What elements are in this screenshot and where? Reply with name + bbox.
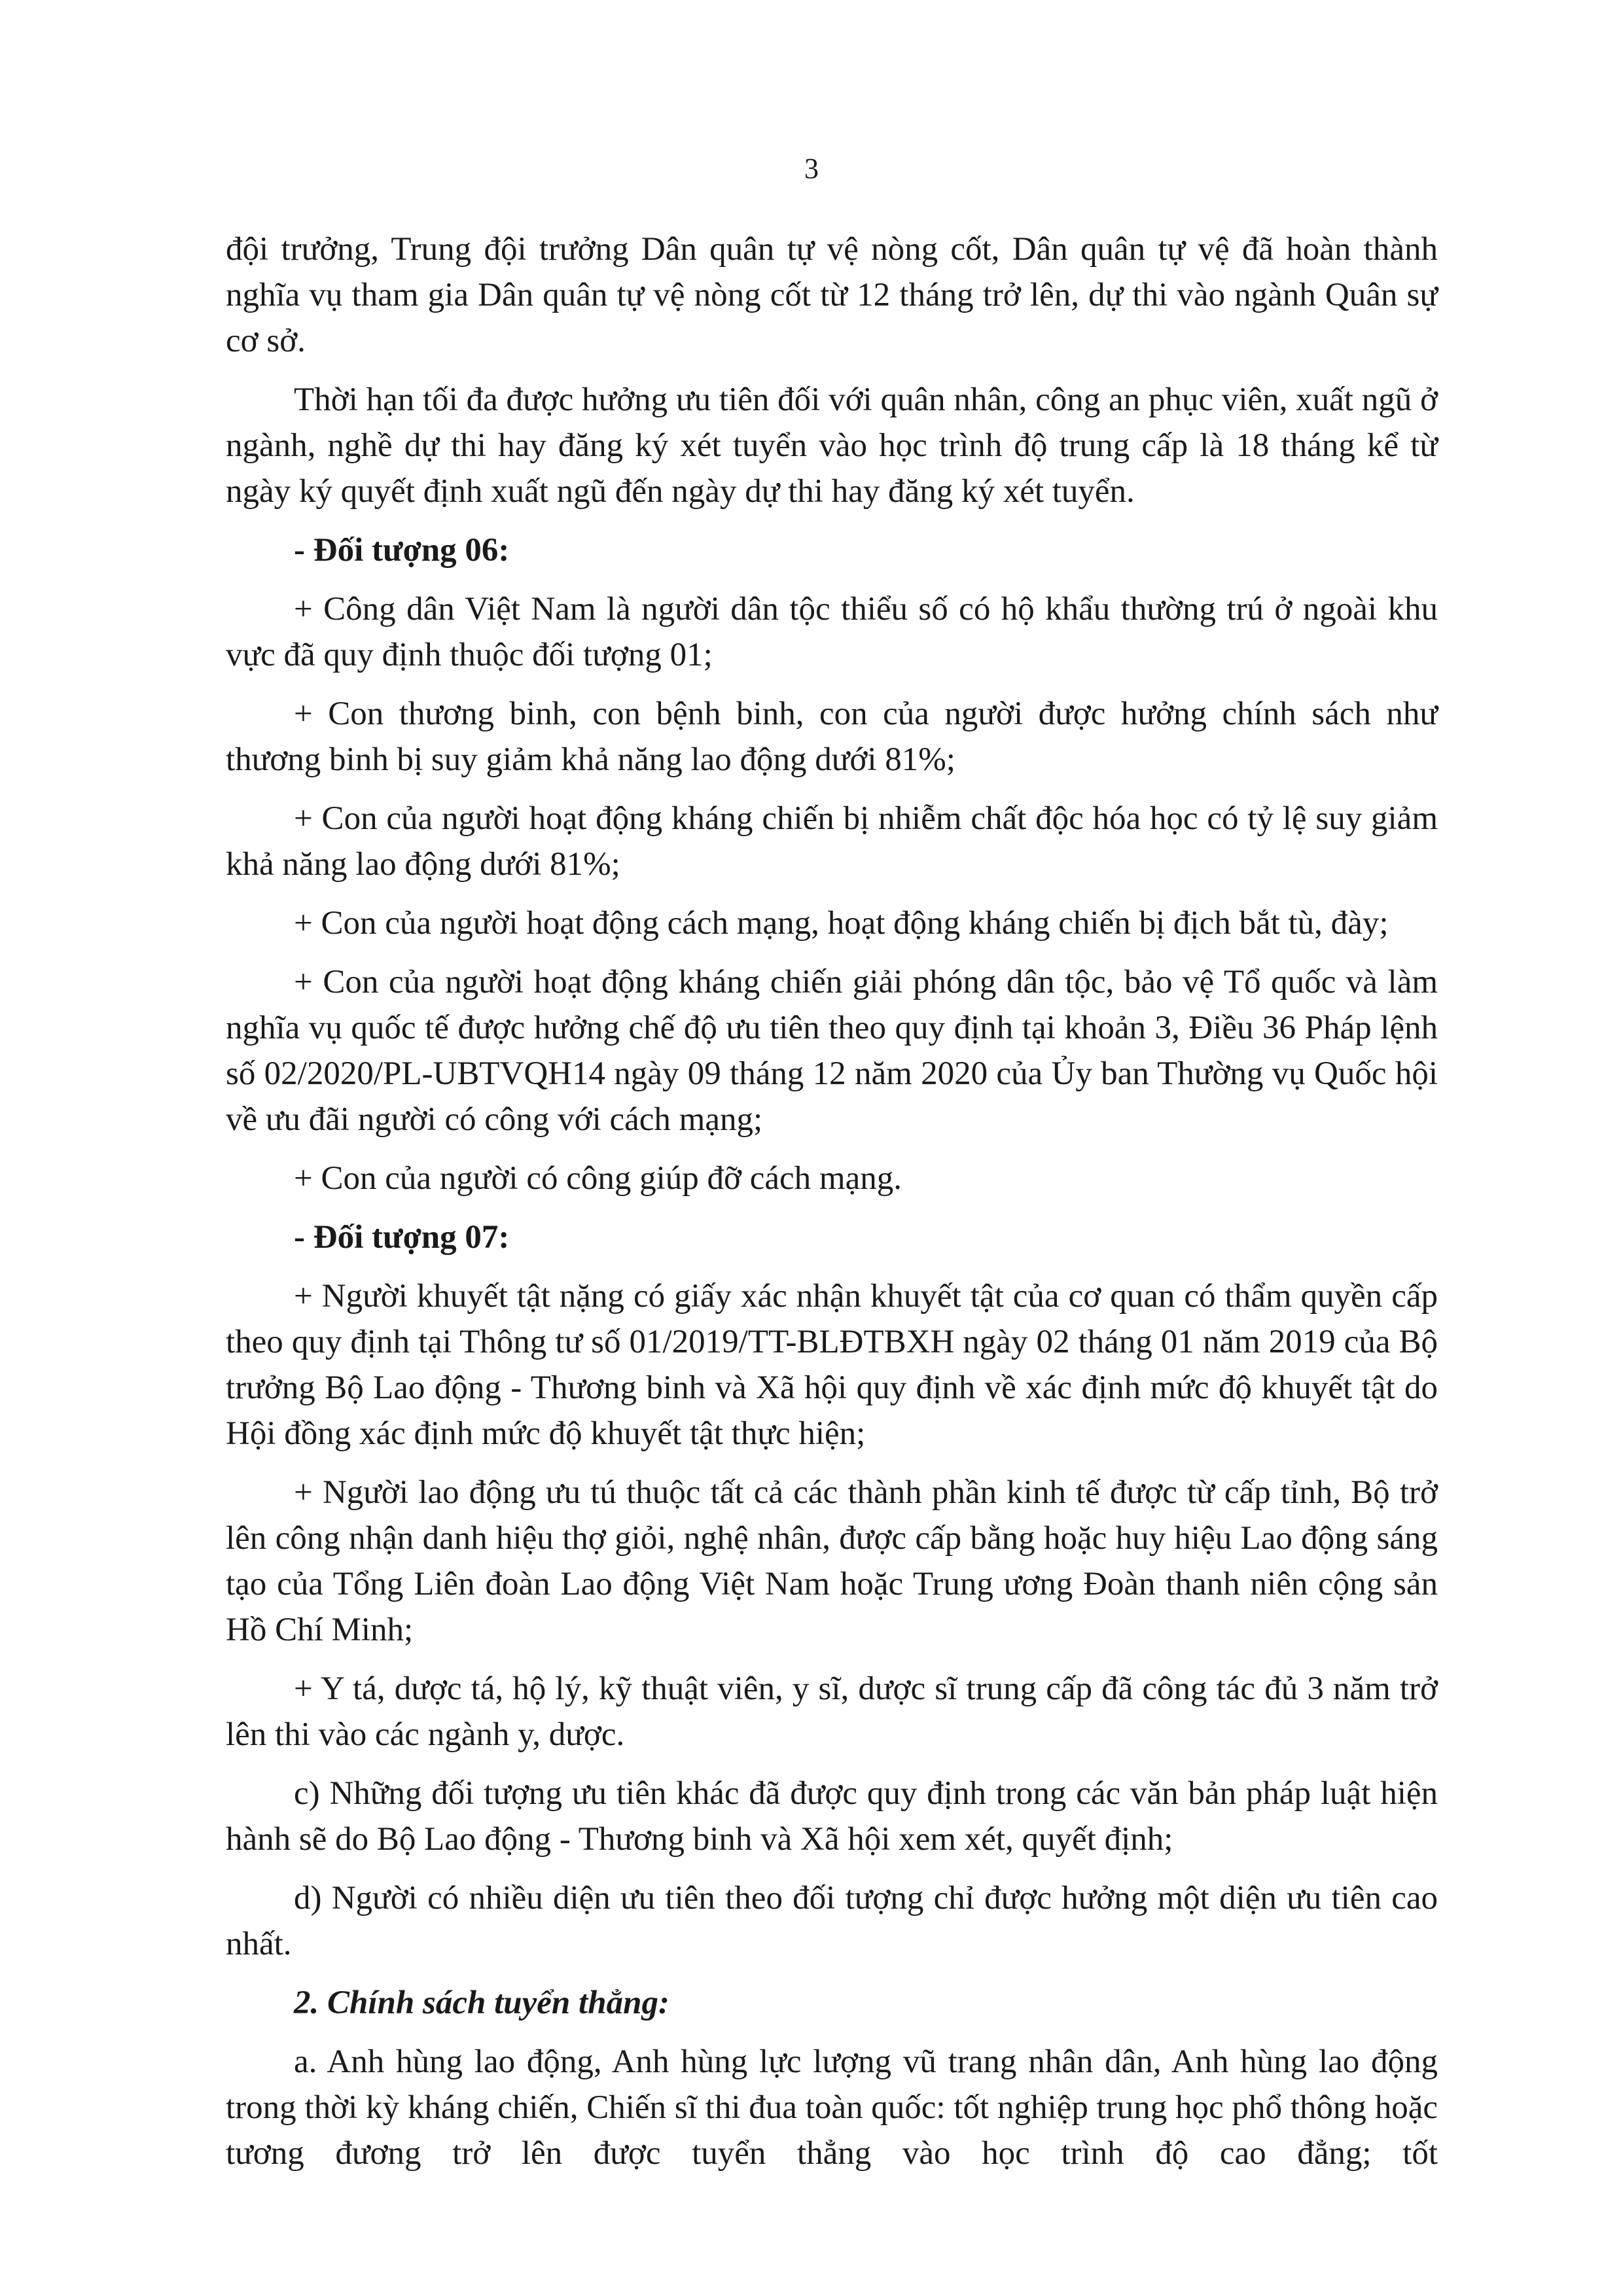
body-paragraph: + Y tá, dược tá, hộ lý, kỹ thuật viên, y sĩ, dược sĩ trung cấp đã công tác đủ 3 năm trở lên thi vào các ngành y, dược. xyxy=(226,1670,1438,1753)
body-paragraph: + Công dân Việt Nam là người dân tộc thiểu số có hộ khẩu thường trú ở ngoài khu vực đã quy định thuộc đối tượng 01; xyxy=(226,591,1438,673)
section-heading: - Đối tượng 07: xyxy=(294,1219,510,1256)
body-paragraph: c) Những đối tượng ưu tiên khác đã được quy định trong các văn bản pháp luật hiện hành sẽ do Bộ Lao động - Thương binh và Xã hội xem xét, quyết định; xyxy=(226,1775,1438,1858)
body-paragraph: + Người lao động ưu tú thuộc tất cả các thành phần kinh tế được từ cấp tỉnh, Bộ trở lên công nhận danh hiệu thợ giỏi, nghệ nhân, được cấp bằng hoặc huy hiệu Lao động sáng tạo của Tổng Liên đoàn Lao động Việt Nam hoặc Trung ương Đoàn thanh niên cộng sản Hồ Chí Minh; xyxy=(226,1474,1438,1648)
section-heading: - Đối tượng 06: xyxy=(294,532,510,569)
body-paragraph: + Con của người hoạt động cách mạng, hoạt động kháng chiến bị địch bắt tù, đày; xyxy=(294,905,1389,942)
body-paragraph: Thời hạn tối đa được hưởng ưu tiên đối với quân nhân, công an phục viên, xuất ngũ ở ngành, nghề dự thi hay đăng ký xét tuyển vào học trình độ trung cấp là 18 tháng kể từ ngày ký quyết định xuất ngũ đến ngày dự thi hay đăng ký xét tuyển. xyxy=(226,381,1438,510)
subsection-heading: 2. Chính sách tuyển thẳng: xyxy=(294,1985,669,2021)
body-paragraph: + Con thương binh, con bệnh binh, con của người được hưởng chính sách như thương binh bị suy giảm khả năng lao động dưới 81%; xyxy=(226,696,1438,778)
body-paragraph: + Con của người hoạt động kháng chiến bị nhiễm chất độc hóa học có tỷ lệ suy giảm khả năng lao động dưới 81%; xyxy=(226,800,1438,883)
page-number: 3 xyxy=(804,152,819,185)
body-paragraph: + Con của người hoạt động kháng chiến giải phóng dân tộc, bảo vệ Tổ quốc và làm nghĩa vụ quốc tế được hưởng chế độ ưu tiên theo quy định tại khoản 3, Điều 36 Pháp lệnh số 02/2020/PL-UBTVQH14 ngày 09 tháng 12 năm 2020 của Ủy ban Thường vụ Quốc hội về ưu đãi người có công với cách mạng; xyxy=(226,964,1438,1138)
body-paragraph: a. Anh hùng lao động, Anh hùng lực lượng vũ trang nhân dân, Anh hùng lao động trong thời kỳ kháng chiến, Chiến sĩ thi đua toàn quốc: tốt nghiệp trung học phổ thông hoặc tương đương trở lên được tuyển thẳng vào học trình độ cao đẳng; tốt xyxy=(226,2043,1438,2172)
body-paragraph: đội trưởng, Trung đội trưởng Dân quân tự vệ nòng cốt, Dân quân tự vệ đã hoàn thành nghĩa vụ tham gia Dân quân tự vệ nòng cốt từ 12 tháng trở lên, dự thi vào ngành Quân sự cơ sở. xyxy=(226,231,1438,359)
document-body xyxy=(226,226,1438,2189)
body-paragraph: d) Người có nhiều diện ưu tiên theo đối tượng chỉ được hưởng một diện ưu tiên cao nhất. xyxy=(226,1880,1438,1962)
body-paragraph: + Người khuyết tật nặng có giấy xác nhận khuyết tật của cơ quan có thẩm quyền cấp theo quy định tại Thông tư số 01/2019/TT-BLĐTBXH ngày 02 tháng 01 năm 2019 của Bộ trưởng Bộ Lao động - Thương binh và Xã hội quy định về xác định mức độ khuyết tật do Hội đồng xác định mức độ khuyết tật thực hiện; xyxy=(226,1278,1438,1452)
body-paragraph: + Con của người có công giúp đỡ cách mạng. xyxy=(294,1160,902,1197)
